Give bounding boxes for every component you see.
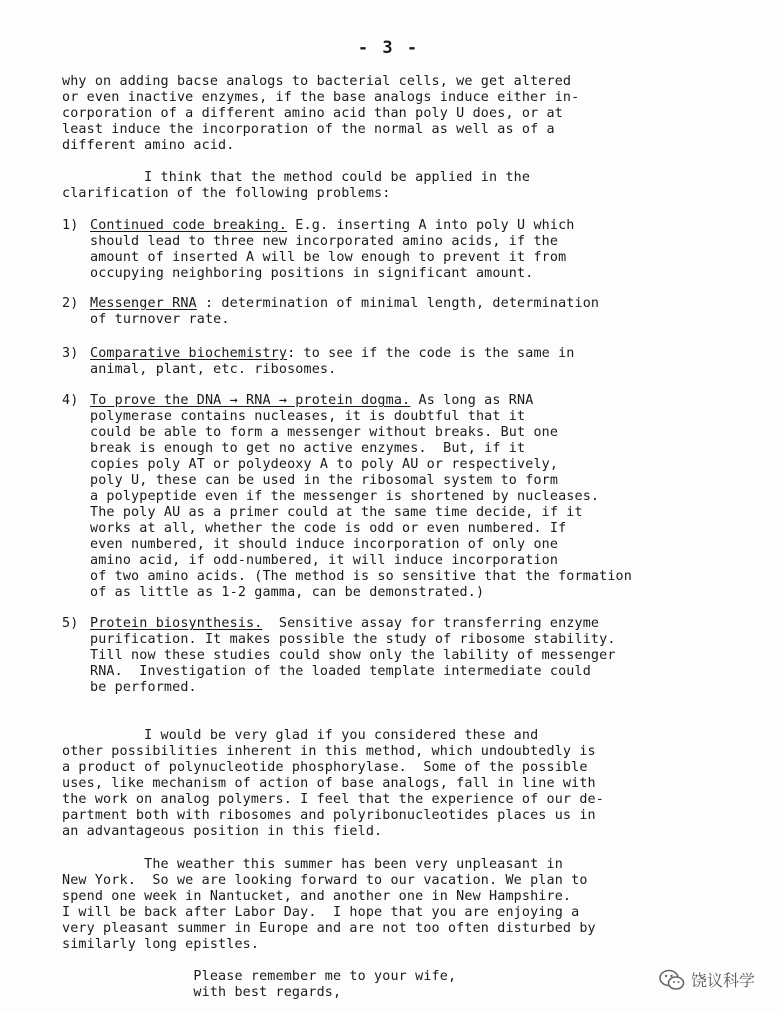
item-number: 3)	[62, 346, 79, 361]
item-text: Sensitive assay for transferring enzyme purification. It makes possible the study of ribosome stability. Till now these studies could show only the lability of messenger RNA. Investigation of the loaded template intermediate could be performed.	[90, 616, 616, 695]
item-title: To prove the DNA → RNA → protein dogma.	[90, 393, 411, 408]
watermark	[659, 968, 755, 991]
intro-paragraph: why on adding bacse analogs to bacterial cells, we get altered or even inactive enzymes, if the base analogs induce either in- corporation of a different amino acid than poly U does, or at least induce the incorporation of the normal as well as of a different amino acid.	[62, 74, 580, 153]
item-number: 2)	[62, 296, 79, 311]
item-title: Continued code breaking.	[90, 218, 288, 233]
item-body	[90, 296, 599, 328]
item-text: : to see if the code is the same in animal, plant, etc. ribosomes.	[90, 346, 575, 377]
item-text: : determination of minimal length, determination of turnover rate.	[90, 296, 600, 327]
item-title: Comparative biochemistry	[90, 346, 288, 361]
item-text: E.g. inserting A into poly U which should lead to three new incorporated amino acids, if the amount of inserted A will be low enough to prevent it from occupying neighboring positions in significant amount.	[90, 218, 575, 281]
watermark-label: 饶议科学	[690, 971, 755, 990]
item-number: 5)	[62, 616, 79, 631]
item-number: 1)	[62, 218, 79, 233]
item-number: 4)	[62, 393, 79, 408]
item-body	[90, 616, 616, 696]
item-text: As long as RNA polymerase contains nucleases, it is doubtful that it could be able to form a messenger without breaks. But one break is enough to get no active enzymes. But, if it copies poly AT or polydeoxy A to poly AU or respectively, poly U, these can be used in the ribosomal system to form a polypeptide even if the messenger is shortened by nucleases. The poly AU as a primer could at the same time decide, if it works at all, whether the code is odd or even numbered. If even numbered, it should induce incorporation of only one amino acid, if odd-numbered, it will induce incorporation of two amino acids. (The method is so sensitive that the formation of as little as 1-2 gamma, can be demonstrated.)	[90, 393, 632, 600]
summer-paragraph: The weather this summer has been very unpleasant in New York. So we are looking forward to our vacation. We plan to spend one week in Nantucket, and another one in New Hampshire. I will be back after Labor Day. I hope that you are enjoying a very pleasant summer in Europe and are not too often disturbed by similarly long epistles.	[62, 857, 596, 952]
problem-item-5	[62, 616, 616, 695]
page-number: - 3 -	[357, 38, 420, 58]
closing-regards: Please remember me to your wife, with best regards,	[193, 969, 457, 1000]
method-intro-paragraph: I think that the method could be applied in the clarification of the following problems:	[62, 170, 531, 201]
item-title: Protein biosynthesis.	[90, 616, 263, 631]
item-body	[90, 346, 575, 378]
item-title: Messenger RNA	[90, 296, 197, 311]
item-body	[90, 393, 632, 601]
problem-item-1	[62, 218, 575, 282]
possibilities-paragraph: I would be very glad if you considered these and other possibilities inherent in this method, which undoubtedly is a product of polynucleotide phosphorylase. Some of the possible uses, like mechanism of action of base analogs, fall in line with the work on analog polymers. I feel that the experience of our de- partment both with ribosomes and polyribonucleotides places us in an advantageous position in this field.	[62, 728, 604, 839]
item-body	[90, 218, 575, 282]
wechat-icon	[659, 969, 685, 991]
problem-item-4	[62, 393, 632, 600]
